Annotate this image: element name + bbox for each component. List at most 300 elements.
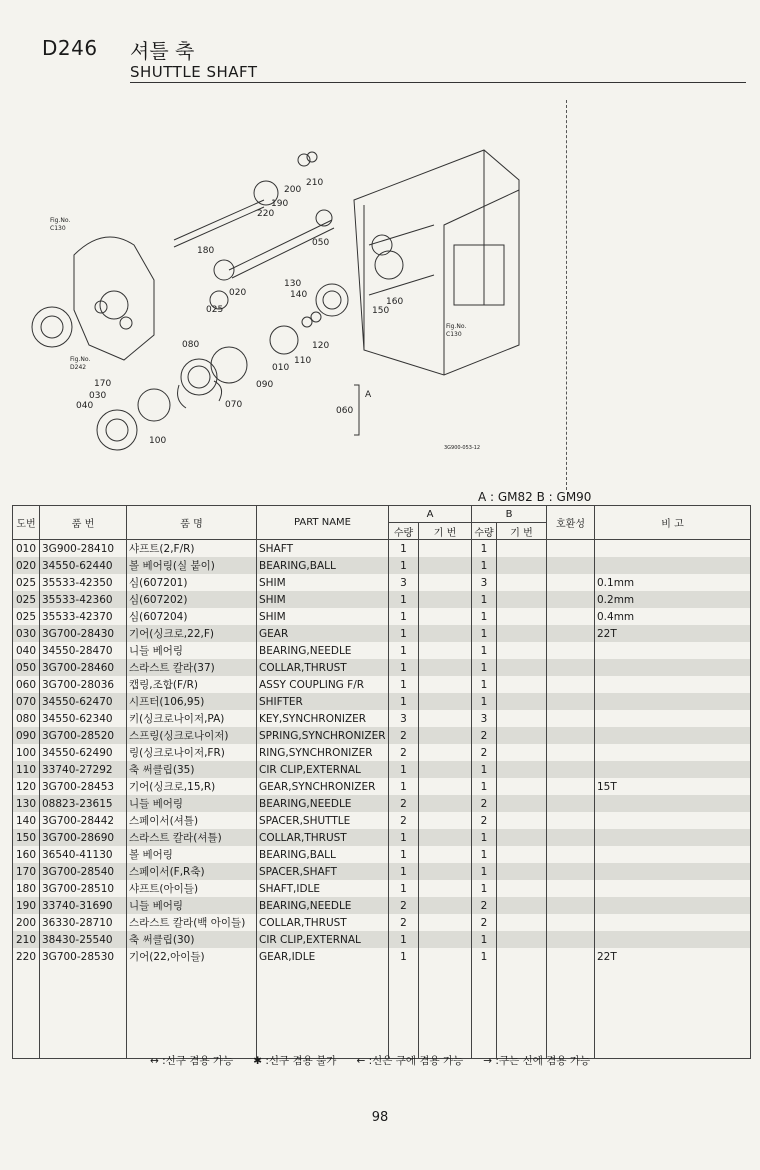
col-header-group-a: A (389, 506, 472, 523)
cell-part-no: 3G700-28460 (40, 659, 127, 676)
cell-ref: 025 (13, 574, 40, 591)
model-legend: A : GM82 B : GM90 (478, 490, 592, 504)
legend-item: ✱ :신구 겸용 불가 (253, 1055, 337, 1067)
cell-name-ko: 샤프트(아이들) (127, 880, 257, 897)
cell-period-a (419, 880, 472, 897)
cell-period-a (419, 829, 472, 846)
cell-name-ko: 스라스트 칼라(셔틀) (127, 829, 257, 846)
cell-ref: 180 (13, 880, 40, 897)
cell-ref: 160 (13, 846, 40, 863)
cell-name-en: GEAR,IDLE (257, 948, 389, 965)
table-row (13, 727, 751, 744)
callout-160: 160 (386, 297, 404, 307)
cell-name-en: SHIM (257, 608, 389, 625)
cell-interchange (547, 795, 595, 812)
cell-period-a (419, 761, 472, 778)
cell-qty-a: 1 (389, 761, 419, 778)
cell-name-en: SPACER,SHAFT (257, 863, 389, 880)
cell-qty-b: 1 (472, 591, 497, 608)
cell-part-no: 34550-62340 (40, 710, 127, 727)
cell-period-b (497, 574, 547, 591)
cell-qty-b: 2 (472, 744, 497, 761)
cell-name-ko: 볼 베어링(실 붙이) (127, 557, 257, 574)
cell-period-b (497, 829, 547, 846)
cell-interchange (547, 846, 595, 863)
cell-period-a (419, 676, 472, 693)
cell-part-no: 3G700-28036 (40, 676, 127, 693)
cell-name-en: SHIM (257, 574, 389, 591)
callout-030: 030 (89, 391, 107, 401)
callout-050: 050 (312, 238, 330, 248)
compatibility-legend (150, 1053, 610, 1068)
legend-item: → :구는 신에 겸용 가능 (483, 1055, 591, 1067)
cell-period-a (419, 727, 472, 744)
cell-interchange (547, 829, 595, 846)
cell-name-ko: 스페이서(셔틀) (127, 812, 257, 829)
cell-qty-a: 1 (389, 608, 419, 625)
cell-ref: 020 (13, 557, 40, 574)
cell-name-en: SHIM (257, 591, 389, 608)
callout-180: 180 (197, 246, 215, 256)
cell-ref: 120 (13, 778, 40, 795)
cell-period-a (419, 710, 472, 727)
cell-interchange (547, 591, 595, 608)
table-row (13, 557, 751, 574)
cell-period-b (497, 710, 547, 727)
cell-name-en: BEARING,NEEDLE (257, 897, 389, 914)
cell-remark (595, 540, 751, 558)
cell-ref: 130 (13, 795, 40, 812)
cell-remark (595, 727, 751, 744)
col-header-name-ko: 품 명 (127, 506, 257, 540)
cell-period-b (497, 761, 547, 778)
cell-name-ko: 니들 베어링 (127, 642, 257, 659)
callout-040: 040 (76, 401, 94, 411)
cell-interchange (547, 812, 595, 829)
cell-qty-a: 1 (389, 642, 419, 659)
cell-name-en: GEAR (257, 625, 389, 642)
callout-060: 060 (336, 406, 354, 416)
cell-ref: 140 (13, 812, 40, 829)
table-row (13, 931, 751, 948)
cell-part-no: 34550-28470 (40, 642, 127, 659)
cell-remark (595, 914, 751, 931)
callout-190: 190 (271, 199, 289, 209)
cell-period-a (419, 795, 472, 812)
empty-cell (472, 965, 497, 1059)
cell-name-ko: 축 써클립(30) (127, 931, 257, 948)
cell-period-a (419, 574, 472, 591)
cell-ref: 190 (13, 897, 40, 914)
cell-interchange (547, 744, 595, 761)
table-row (13, 608, 751, 625)
cell-period-b (497, 676, 547, 693)
table-row (13, 591, 751, 608)
cell-name-ko: 링(싱크로나이저,FR) (127, 744, 257, 761)
cell-interchange (547, 625, 595, 642)
cell-qty-a: 1 (389, 693, 419, 710)
table-row (13, 540, 751, 558)
cell-part-no: 35533-42350 (40, 574, 127, 591)
empty-cell (40, 965, 127, 1059)
parts-table (12, 505, 751, 1059)
cell-remark: 15T (595, 778, 751, 795)
cell-qty-b: 1 (472, 829, 497, 846)
cell-ref: 200 (13, 914, 40, 931)
cell-period-a (419, 608, 472, 625)
cell-period-b (497, 625, 547, 642)
col-header-period-a: 기 번 (419, 523, 472, 540)
cell-name-en: SHAFT (257, 540, 389, 558)
cell-period-b (497, 931, 547, 948)
cell-remark (595, 829, 751, 846)
cell-name-ko: 키(싱크로나이저,PA) (127, 710, 257, 727)
cell-period-b (497, 914, 547, 931)
table-row (13, 778, 751, 795)
cell-name-ko: 니들 베어링 (127, 795, 257, 812)
table-row (13, 846, 751, 863)
fig-ref-line2: D242 (70, 364, 87, 371)
table-row (13, 693, 751, 710)
cell-interchange (547, 608, 595, 625)
set-label: A (365, 390, 372, 400)
header-rule (130, 82, 746, 83)
cell-qty-b: 1 (472, 693, 497, 710)
table-row (13, 795, 751, 812)
cell-interchange (547, 880, 595, 897)
table-filler-row (13, 965, 751, 1059)
cell-qty-b: 1 (472, 778, 497, 795)
cell-name-ko: 스페이서(F,R축) (127, 863, 257, 880)
cell-qty-a: 2 (389, 744, 419, 761)
cell-name-en: KEY,SYNCHRONIZER (257, 710, 389, 727)
cell-qty-a: 2 (389, 897, 419, 914)
cell-name-ko: 스라스트 칼라(백 아이들) (127, 914, 257, 931)
callout-130: 130 (284, 279, 302, 289)
callout-080: 080 (182, 340, 200, 350)
cell-part-no: 3G700-28530 (40, 948, 127, 965)
cell-qty-a: 3 (389, 574, 419, 591)
callout-110: 110 (294, 356, 312, 366)
cell-period-a (419, 812, 472, 829)
cell-remark: 0.1mm (595, 574, 751, 591)
fig-ref-line1: Fig.No. (50, 217, 71, 224)
cell-period-b (497, 778, 547, 795)
cell-qty-b: 2 (472, 914, 497, 931)
cell-remark (595, 659, 751, 676)
cell-qty-b: 1 (472, 659, 497, 676)
empty-cell (497, 965, 547, 1059)
callout-140: 140 (290, 290, 308, 300)
cell-qty-a: 1 (389, 676, 419, 693)
cell-remark (595, 795, 751, 812)
col-header-period-b: 기 번 (497, 523, 547, 540)
cell-name-ko: 스라스트 칼라(37) (127, 659, 257, 676)
cell-period-b (497, 591, 547, 608)
cell-qty-a: 1 (389, 931, 419, 948)
cell-part-no: 3G700-28520 (40, 727, 127, 744)
cell-name-en: RING,SYNCHRONIZER (257, 744, 389, 761)
cell-ref: 220 (13, 948, 40, 965)
cell-part-no: 33740-31690 (40, 897, 127, 914)
cell-interchange (547, 948, 595, 965)
empty-cell (595, 965, 751, 1059)
callout-010: 010 (272, 363, 290, 373)
table-row (13, 574, 751, 591)
table-row (13, 812, 751, 829)
cell-qty-a: 1 (389, 591, 419, 608)
cell-interchange (547, 897, 595, 914)
page-title-korean: 셔틀 축 (130, 39, 195, 63)
cell-name-en: BEARING,NEEDLE (257, 795, 389, 812)
cell-period-b (497, 608, 547, 625)
cell-part-no: 34550-62490 (40, 744, 127, 761)
table-row (13, 829, 751, 846)
cell-name-en: GEAR,SYNCHRONIZER (257, 778, 389, 795)
cell-part-no: 08823-23615 (40, 795, 127, 812)
cell-period-a (419, 744, 472, 761)
cell-period-a (419, 897, 472, 914)
cell-qty-b: 2 (472, 727, 497, 744)
page-number: 98 (371, 1110, 389, 1125)
cell-period-a (419, 557, 472, 574)
cell-qty-a: 3 (389, 710, 419, 727)
cell-qty-b: 1 (472, 557, 497, 574)
cell-period-a (419, 659, 472, 676)
cell-remark (595, 693, 751, 710)
cell-ref: 080 (13, 710, 40, 727)
cell-name-en: SHIFTER (257, 693, 389, 710)
table-row (13, 914, 751, 931)
empty-cell (127, 965, 257, 1059)
cell-remark: 0.2mm (595, 591, 751, 608)
cell-name-ko: 볼 베어링 (127, 846, 257, 863)
table-row (13, 897, 751, 914)
cell-remark (595, 931, 751, 948)
cell-qty-a: 1 (389, 863, 419, 880)
legend-item: ↔ :신구 겸용 가능 (150, 1055, 234, 1067)
cell-qty-b: 2 (472, 812, 497, 829)
fig-ref-line1: Fig.No. (70, 356, 91, 363)
col-header-qty-b: 수량 (472, 523, 497, 540)
col-header-ref: 도번 (13, 506, 40, 540)
cell-qty-b: 2 (472, 795, 497, 812)
cell-part-no: 34550-62440 (40, 557, 127, 574)
parts-table-body (13, 540, 751, 1059)
cell-interchange (547, 659, 595, 676)
cell-interchange (547, 727, 595, 744)
cell-period-b (497, 693, 547, 710)
cell-name-en: COLLAR,THRUST (257, 829, 389, 846)
cell-remark: 22T (595, 625, 751, 642)
cell-ref: 060 (13, 676, 40, 693)
cell-ref: 070 (13, 693, 40, 710)
cell-part-no: 36540-41130 (40, 846, 127, 863)
cell-qty-a: 1 (389, 540, 419, 558)
cell-qty-b: 1 (472, 948, 497, 965)
cell-remark (595, 710, 751, 727)
cell-name-en: SPACER,SHUTTLE (257, 812, 389, 829)
cell-qty-b: 3 (472, 574, 497, 591)
diagram-artwork (32, 150, 519, 450)
cell-part-no: 35533-42360 (40, 591, 127, 608)
cell-qty-a: 1 (389, 625, 419, 642)
cell-part-no: 3G900-28410 (40, 540, 127, 558)
cell-qty-a: 2 (389, 795, 419, 812)
cell-part-no: 33740-27292 (40, 761, 127, 778)
table-row (13, 676, 751, 693)
cell-remark (595, 897, 751, 914)
cell-part-no: 3G700-28510 (40, 880, 127, 897)
cell-name-ko: 심(607204) (127, 608, 257, 625)
cell-name-ko: 기어(22,아이들) (127, 948, 257, 965)
cell-name-ko: 샤프트(2,F/R) (127, 540, 257, 558)
cell-part-no: 35533-42370 (40, 608, 127, 625)
cell-part-no: 38430-25540 (40, 931, 127, 948)
cell-period-a (419, 931, 472, 948)
cell-name-ko: 니들 베어링 (127, 897, 257, 914)
cell-period-a (419, 778, 472, 795)
cell-period-a (419, 693, 472, 710)
cell-period-a (419, 914, 472, 931)
cell-name-en: COLLAR,THRUST (257, 914, 389, 931)
empty-cell (547, 965, 595, 1059)
cell-part-no: 36330-28710 (40, 914, 127, 931)
cell-name-ko: 기어(싱크로,15,R) (127, 778, 257, 795)
empty-cell (389, 965, 419, 1059)
cell-period-b (497, 642, 547, 659)
cell-part-no: 3G700-28430 (40, 625, 127, 642)
cell-name-ko: 기어(싱크로,22,F) (127, 625, 257, 642)
cell-name-en: BEARING,NEEDLE (257, 642, 389, 659)
cell-part-no: 3G700-28442 (40, 812, 127, 829)
cell-qty-b: 1 (472, 608, 497, 625)
table-row (13, 880, 751, 897)
cell-qty-b: 3 (472, 710, 497, 727)
cell-qty-b: 1 (472, 676, 497, 693)
callout-025: 025 (206, 305, 224, 315)
cell-period-b (497, 727, 547, 744)
cell-period-b (497, 948, 547, 965)
cell-remark (595, 863, 751, 880)
cell-ref: 210 (13, 931, 40, 948)
cell-ref: 025 (13, 591, 40, 608)
cell-name-ko: 심(607202) (127, 591, 257, 608)
cell-period-a (419, 948, 472, 965)
table-row (13, 642, 751, 659)
cell-qty-b: 2 (472, 897, 497, 914)
table-row (13, 659, 751, 676)
cell-ref: 025 (13, 608, 40, 625)
cell-period-b (497, 659, 547, 676)
cell-period-a (419, 863, 472, 880)
cell-qty-a: 1 (389, 557, 419, 574)
cell-name-en: CIR CLIP,EXTERNAL (257, 761, 389, 778)
cell-name-ko: 시프터(106,95) (127, 693, 257, 710)
callout-170: 170 (94, 379, 112, 389)
cell-interchange (547, 914, 595, 931)
cell-name-ko: 스프링(싱크로나이저) (127, 727, 257, 744)
col-header-group-b: B (472, 506, 547, 523)
cell-ref: 110 (13, 761, 40, 778)
cell-interchange (547, 761, 595, 778)
cell-part-no: 3G700-28540 (40, 863, 127, 880)
cell-period-b (497, 557, 547, 574)
cell-qty-b: 1 (472, 880, 497, 897)
col-header-interchange: 호환성 (547, 506, 595, 540)
cell-ref: 100 (13, 744, 40, 761)
drawing-number: 3G900-053-12 (444, 445, 481, 451)
col-header-name-en: PART NAME (257, 506, 389, 540)
cell-interchange (547, 642, 595, 659)
col-header-qty-a: 수량 (389, 523, 419, 540)
cell-remark (595, 812, 751, 829)
callout-090: 090 (256, 380, 274, 390)
cell-remark (595, 744, 751, 761)
page-title-english: SHUTTLE SHAFT (130, 63, 258, 81)
cell-ref: 170 (13, 863, 40, 880)
empty-cell (13, 965, 40, 1059)
table-row (13, 761, 751, 778)
table-row (13, 710, 751, 727)
cell-interchange (547, 676, 595, 693)
cell-name-en: SPRING,SYNCHRONIZER (257, 727, 389, 744)
cell-qty-a: 2 (389, 812, 419, 829)
cell-remark (595, 642, 751, 659)
cell-period-b (497, 863, 547, 880)
catalog-code: D246 (42, 36, 98, 60)
cell-qty-a: 2 (389, 727, 419, 744)
cell-interchange (547, 574, 595, 591)
callout-120: 120 (312, 341, 330, 351)
cell-interchange (547, 540, 595, 558)
cell-remark (595, 880, 751, 897)
cell-remark (595, 761, 751, 778)
cell-interchange (547, 931, 595, 948)
cell-remark (595, 557, 751, 574)
legend-item: ← :신은 구에 겸용 가능 (356, 1055, 464, 1067)
cell-part-no: 3G700-28453 (40, 778, 127, 795)
cell-period-b (497, 812, 547, 829)
callout-070: 070 (225, 400, 243, 410)
cell-period-a (419, 591, 472, 608)
empty-cell (419, 965, 472, 1059)
cell-qty-b: 1 (472, 642, 497, 659)
diagram-divider (566, 100, 567, 490)
cell-name-en: ASSY COUPLING F/R (257, 676, 389, 693)
callout-210: 210 (306, 178, 324, 188)
table-row (13, 948, 751, 965)
callout-220: 220 (257, 209, 275, 219)
fig-ref-line2: C130 (50, 225, 66, 232)
exploded-diagram (14, 95, 566, 490)
cell-remark: 22T (595, 948, 751, 965)
cell-period-b (497, 880, 547, 897)
cell-qty-a: 1 (389, 829, 419, 846)
cell-remark (595, 676, 751, 693)
cell-qty-b: 1 (472, 931, 497, 948)
col-header-remarks: 비 고 (595, 506, 751, 540)
cell-qty-a: 1 (389, 778, 419, 795)
cell-qty-b: 1 (472, 540, 497, 558)
callout-150: 150 (372, 306, 390, 316)
empty-cell (257, 965, 389, 1059)
cell-interchange (547, 557, 595, 574)
cell-qty-a: 1 (389, 880, 419, 897)
table-row (13, 744, 751, 761)
cell-name-ko: 심(607201) (127, 574, 257, 591)
cell-period-a (419, 846, 472, 863)
